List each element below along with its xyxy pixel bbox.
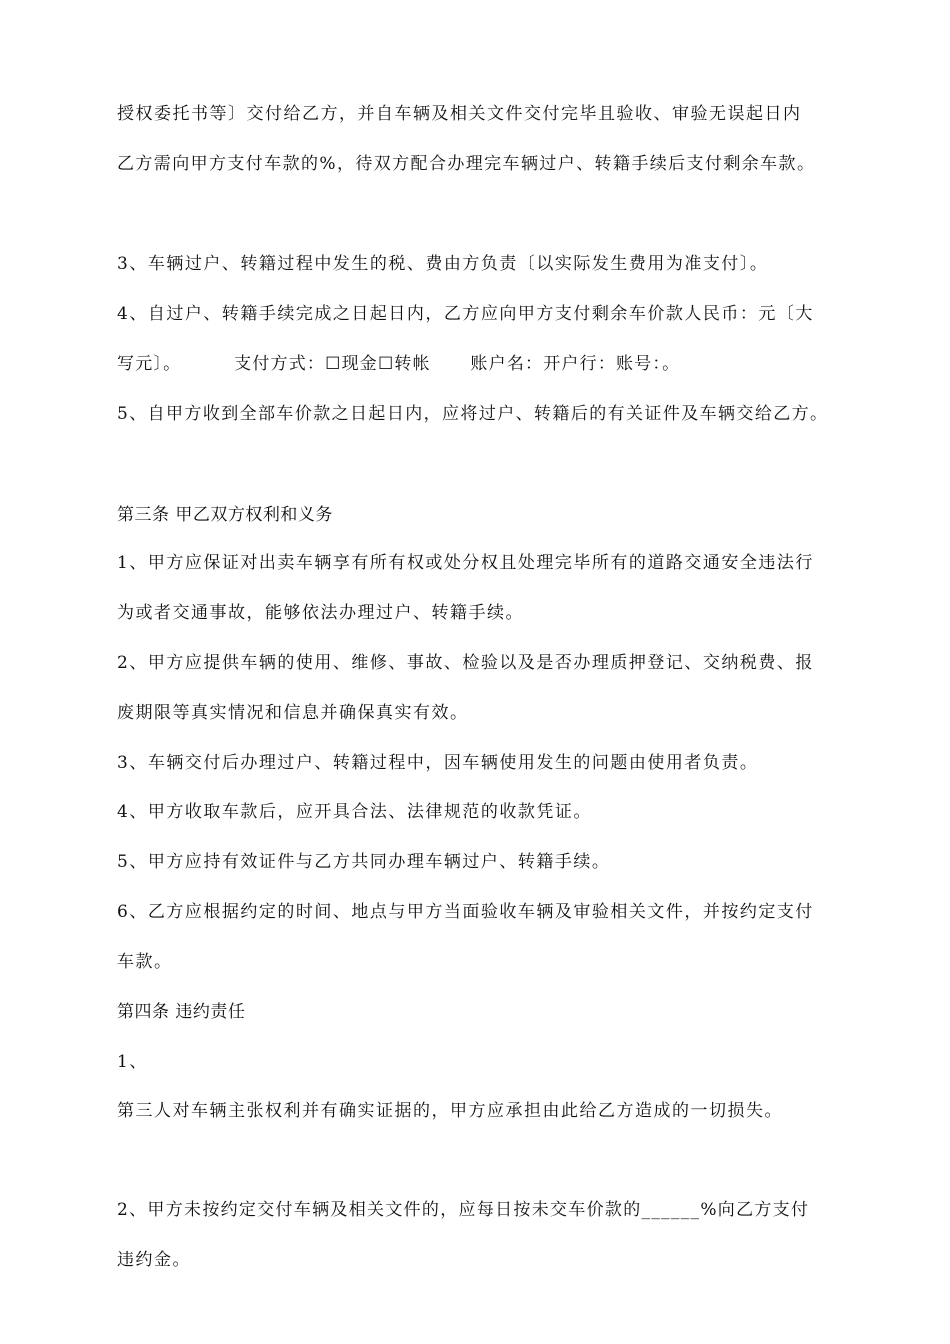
paragraph-line: 2、甲方应提供车辆的使用、维修、事故、检验以及是否办理质押登记、交纳税费、报 (117, 653, 814, 673)
paragraph-line: 2、甲方未按约定交付车辆及相关文件的，应每日按未交车价款的______%向乙方支付 (117, 1200, 810, 1220)
section-heading: 第四条 违约责任 (117, 1002, 246, 1022)
paragraph-line: 3、车辆交付后办理过户、转籍过程中，因车辆使用发生的问题由使用者负责。 (117, 753, 759, 773)
paragraph-line: 违约金。 (117, 1250, 191, 1270)
paragraph-line: 1、 (117, 1052, 148, 1072)
section-heading: 第三条 甲乙双方权利和义务 (117, 505, 333, 525)
paragraph-line: 车款。 (117, 952, 173, 972)
paragraph-line: 4、甲方收取车款后，应开具合法、法律规范的收款凭证。 (117, 802, 592, 822)
paragraph-line: 5、甲方应持有效证件与乙方共同办理车辆过户、转籍手续。 (117, 852, 611, 872)
paragraph-line: 授权委托书等〕交付给乙方，并自车辆及相关文件交付完毕且验收、审验无误起日内 (117, 104, 802, 124)
paragraph-line: 为或者交通事故，能够依法办理过户、转籍手续。 (117, 603, 524, 623)
paragraph-line: 乙方需向甲方支付车款的%，待双方配合办理完车辆过户、转籍手续后支付剩余车款。 (117, 154, 816, 174)
paragraph-line: 6、乙方应根据约定的时间、地点与甲方当面验收车辆及审验相关文件，并按约定支付 (117, 902, 814, 922)
paragraph-line: 1、甲方应保证对出卖车辆享有所有权或处分权且处理完毕所有的道路交通安全违法行 (117, 553, 814, 573)
paragraph-line: 4、自过户、转籍手续完成之日起日内，乙方应向甲方支付剩余车价款人民币：元〔大 (117, 304, 814, 324)
paragraph-line: 3、车辆过户、转籍过程中发生的税、费由方负责〔以实际发生费用为准支付〕。 (117, 254, 769, 274)
paragraph-line: 写元〕。 支付方式：☐现金☐转帐 账户名：开户行：账号：。 (117, 354, 681, 374)
paragraph-line: 第三人对车辆主张权利并有确实证据的，甲方应承担由此给乙方造成的一切损失。 (117, 1101, 783, 1121)
paragraph-line: 废期限等真实情况和信息并确保真实有效。 (117, 703, 469, 723)
paragraph-line: 5、自甲方收到全部车价款之日起日内，应将过户、转籍后的有关证件及车辆交给乙方。 (117, 404, 829, 424)
